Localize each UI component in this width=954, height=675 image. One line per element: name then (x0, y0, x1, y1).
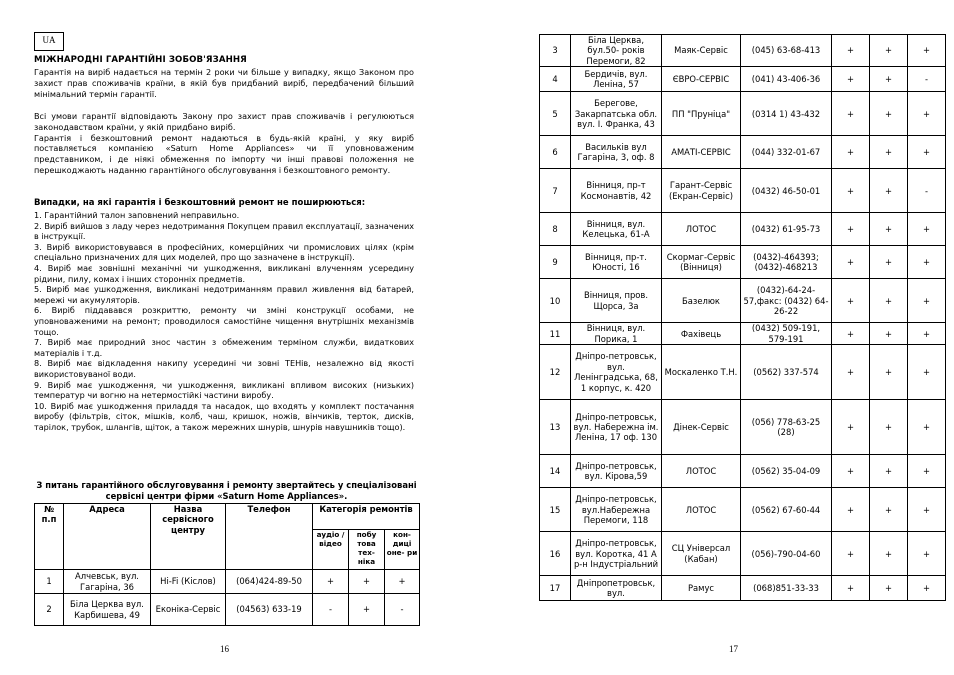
row-address: Біла Церква, бул.50- років Перемоги, 82 (571, 35, 662, 67)
row-audio-video: + (832, 35, 870, 67)
exclusion-item: 7. Виріб має природний знос частин з обмеженим терміном служби, видаткових матеріалів і т.д. (34, 337, 414, 358)
row-phone: (0314 1) 43-432 (741, 92, 832, 136)
row-appliances: + (870, 213, 908, 246)
row-appliances: + (870, 532, 908, 576)
row-appliances: + (870, 92, 908, 136)
row-address: Дніпро-петровськ, вул. Кірова,59 (571, 455, 662, 488)
row-address: Дніпро-петровськ, вул. Набережна ім. Леніна, 17 оф. 130 (571, 400, 662, 455)
table-row (35, 594, 420, 626)
row-appliances: + (870, 488, 908, 532)
row-center-name: ЄВРО-СЕРВІС (662, 67, 741, 92)
right-page (477, 0, 954, 675)
international-warranty-paragraph: Гарантія і безкоштовний ремонт надаються в будь-якій країні, у яку виріб поставляється компанією «Saturn Home Appliances» чи її уповноваженим представником, і де ніякі обмеження по імпорту чи інші правові положення не перешкоджають наданню гарантійного обслуговування і безкоштовного ремонту. (34, 132, 414, 175)
row-air-conditioners: + (908, 213, 946, 246)
header-center-name: Назва сервісного центру (151, 504, 226, 570)
row-number: 8 (540, 213, 571, 246)
service-centers-title: З питань гарантійного обслуговування і ремонту звертайтесь у спеціалізовані сервісні центри фірми «Saturn Home Appliances». (36, 480, 417, 501)
row-address: Бердичів, вул. Леніна, 57 (571, 67, 662, 92)
table-row (540, 246, 946, 279)
row-center-name: Гарант-Сервіс (Екран-Сервіс) (662, 169, 741, 213)
row-number: 16 (540, 532, 571, 576)
row-address: Біла Церква вул. Карбишева, 49 (64, 594, 151, 626)
row-air-conditioners: + (385, 570, 420, 594)
row-air-conditioners: + (908, 323, 946, 345)
row-air-conditioners: + (908, 400, 946, 455)
header-phone: Телефон (226, 504, 313, 570)
language-label: UA (34, 32, 64, 51)
row-audio-video: + (832, 488, 870, 532)
table-row (540, 345, 946, 400)
row-appliances: + (870, 279, 908, 323)
table-row (540, 323, 946, 345)
row-address: Дніпро-петровськ, вул.Набережна Перемоги, 118 (571, 488, 662, 532)
row-center-name: Базелюк (662, 279, 741, 323)
page-heading: МІЖНАРОДНІ ГАРАНТІЙНІ ЗОБОВ'ЯЗАННЯ (34, 55, 247, 65)
row-air-conditioners: + (908, 246, 946, 279)
row-phone: (0432)-64-24-57,факс: (0432) 64-26-22 (741, 279, 832, 323)
row-appliances: + (870, 169, 908, 213)
row-air-conditioners: + (908, 532, 946, 576)
row-center-name: ЛОТОС (662, 455, 741, 488)
row-audio-video: + (832, 169, 870, 213)
row-phone: (056)-790-04-60 (741, 532, 832, 576)
table-row (540, 136, 946, 169)
row-center-name: Еконіка-Сервіс (151, 594, 226, 626)
row-appliances: + (870, 345, 908, 400)
row-audio-video: + (832, 136, 870, 169)
row-appliances: + (870, 455, 908, 488)
row-audio-video: + (832, 455, 870, 488)
warranty-intro (34, 67, 414, 99)
row-number: 12 (540, 345, 571, 400)
row-center-name: ЛОТОС (662, 488, 741, 532)
row-appliances: + (349, 570, 385, 594)
row-number: 2 (35, 594, 64, 626)
row-audio-video: + (832, 213, 870, 246)
row-phone: (056) 778-63-25 (28) (741, 400, 832, 455)
row-phone: (0562) 337-574 (741, 345, 832, 400)
row-center-name: Hi-Fi (Кіслов) (151, 570, 226, 594)
table-row (540, 169, 946, 213)
table-row (540, 213, 946, 246)
row-audio-video: + (832, 576, 870, 601)
header-audio-video: аудіо / відео (313, 530, 349, 570)
row-phone: (064)424-89-50 (226, 570, 313, 594)
table-row (540, 576, 946, 601)
row-number: 6 (540, 136, 571, 169)
header-address: Адреса (64, 504, 151, 570)
row-audio-video: - (313, 594, 349, 626)
page-number: 17 (729, 644, 738, 654)
row-number: 4 (540, 67, 571, 92)
row-air-conditioners: + (908, 136, 946, 169)
warranty-term-paragraph: Гарантія на виріб надається на термін 2 роки чи більше у випадку, якщо Законом про захист прав споживачів країни, в якій був придбаний виріб, передбачений більший мінімальний термін гарантії. (34, 67, 414, 99)
table-row (540, 400, 946, 455)
row-air-conditioners: + (908, 576, 946, 601)
row-phone: (044) 332-01-67 (741, 136, 832, 169)
row-address: Вінниця, пров. Щорса, 3а (571, 279, 662, 323)
row-center-name: Фахівець (662, 323, 741, 345)
row-number: 9 (540, 246, 571, 279)
row-number: 7 (540, 169, 571, 213)
exclusion-item: 1. Гарантійний талон заповнений неправильно. (34, 210, 240, 220)
row-address: Алчевськ, вул. Гагаріна, 36 (64, 570, 151, 594)
row-audio-video: + (832, 67, 870, 92)
page-number: 16 (220, 644, 229, 654)
row-center-name: Дінек-Сервіс (662, 400, 741, 455)
row-appliances: + (870, 323, 908, 345)
row-number: 5 (540, 92, 571, 136)
table-row (540, 279, 946, 323)
row-center-name: Рамус (662, 576, 741, 601)
row-audio-video: + (832, 323, 870, 345)
row-address: Васильків вул Гагаріна, 3, оф. 8 (571, 136, 662, 169)
exclusion-item: 9. Виріб має ушкодження, чи ушкодження, викликані впливом високих (низьких) температур чи вогню на нетермостійкі частини виробу. (34, 379, 414, 401)
row-appliances: + (870, 35, 908, 67)
row-number: 11 (540, 323, 571, 345)
row-phone: (041) 43-406-36 (741, 67, 832, 92)
service-centers-table-continued (539, 34, 946, 601)
row-number: 3 (540, 35, 571, 67)
row-center-name: Скормаг-Сервіс (Вінниця) (662, 246, 741, 279)
row-phone: (0432)-464393; (0432)-468213 (741, 246, 832, 279)
exclusion-item: 2. Виріб вийшов з ладу через недотримання Покупцем правил експлуатації, зазначених в інструкції. (34, 220, 414, 242)
exclusion-item: 5. Виріб має ушкодження, викликані недотриманням правил живлення від батарей, мережі чи акумуляторів. (34, 284, 414, 305)
row-audio-video: + (832, 532, 870, 576)
row-center-name: АМАТІ-СЕРВІС (662, 136, 741, 169)
row-address: Дніпропетровськ, вул. (571, 576, 662, 601)
service-centers-table (34, 503, 420, 626)
row-address: Берегове, Закарпатська обл. вул. І. Франка, 43 (571, 92, 662, 136)
row-center-name: Маяк-Сервіс (662, 35, 741, 67)
row-number: 13 (540, 400, 571, 455)
row-audio-video: + (832, 279, 870, 323)
row-number: 10 (540, 279, 571, 323)
row-appliances: + (349, 594, 385, 626)
table-row (35, 570, 420, 594)
row-audio-video: + (832, 345, 870, 400)
row-phone: (04563) 633-19 (226, 594, 313, 626)
row-phone: (0562) 35-04-09 (741, 455, 832, 488)
row-number: 17 (540, 576, 571, 601)
warranty-conditions (34, 111, 414, 176)
row-phone: (068)851-33-33 (741, 576, 832, 601)
header-categories: Категорія ремонтів (313, 504, 420, 530)
consumer-law-paragraph: Всі умови гарантії відповідають Закону про захист прав споживачів і регулюються законодавством країни, у якій придбано виріб. (34, 111, 414, 132)
exclusion-item: 3. Виріб використовувався в професійних, комерційних чи промислових цілях (крім спеціально призначених для цих моделей, про що зазначене в інструкції). (34, 241, 414, 263)
row-center-name: ЛОТОС (662, 213, 741, 246)
exclusions-heading: Випадки, на які гарантія і безкоштовний ремонт не поширюються: (34, 198, 366, 208)
row-phone: (045) 63-68-413 (741, 35, 832, 67)
row-air-conditioners: + (908, 345, 946, 400)
row-address: Вінниця, вул. Порика, 1 (571, 323, 662, 345)
row-audio-video: + (313, 570, 349, 594)
row-audio-video: + (832, 400, 870, 455)
header-appliances: побу това тех- ніка (349, 530, 385, 570)
row-appliances: + (870, 576, 908, 601)
row-appliances: + (870, 67, 908, 92)
row-air-conditioners: - (908, 169, 946, 213)
header-air-conditioners: кон- диці оне- ри (385, 530, 420, 570)
table-row (540, 92, 946, 136)
row-center-name: ПП "Пруніца" (662, 92, 741, 136)
row-address: Вінниця, пр-т. Юності, 16 (571, 246, 662, 279)
row-appliances: + (870, 400, 908, 455)
row-audio-video: + (832, 246, 870, 279)
exclusion-item: 10. Виріб має ушкодження приладдя та насадок, що входять у комплект постачання виробу (фільтрів, сіток, мішків, колб, чаш, кришок, ножів, вінчиків, терток, дисків, тарілок, трубок, шлангів, щіток, а також мережних шнурів, шнурів навушників тощо). (34, 400, 414, 432)
row-phone: (0432) 46-50-01 (741, 169, 832, 213)
row-appliances: + (870, 136, 908, 169)
table-row (540, 35, 946, 67)
exclusion-item: 4. Виріб має зовнішні механічні чи ушкодження, викликані влученням усередину рідини, пилу, комах і інших сторонніх предметів. (34, 262, 414, 284)
row-number: 1 (35, 570, 64, 594)
row-air-conditioners: - (908, 67, 946, 92)
row-center-name: СЦ Універсал (Кабан) (662, 532, 741, 576)
exclusion-item: 8. Виріб має відкладення накипу усередині чи зовні ТЕНів, незалежно від якості використовуваної води. (34, 358, 414, 379)
row-number: 14 (540, 455, 571, 488)
row-number: 15 (540, 488, 571, 532)
row-air-conditioners: - (385, 594, 420, 626)
row-center-name: Москаленко Т.Н. (662, 345, 741, 400)
table-row (540, 532, 946, 576)
row-address: Вінниця, вул. Келецька, 61-А (571, 213, 662, 246)
row-air-conditioners: + (908, 279, 946, 323)
table-row (540, 67, 946, 92)
row-air-conditioners: + (908, 455, 946, 488)
table-row (540, 488, 946, 532)
row-address: Вінниця, пр-т Космонавтів, 42 (571, 169, 662, 213)
row-phone: (0432) 61-95-73 (741, 213, 832, 246)
row-phone: (0562) 67-60-44 (741, 488, 832, 532)
table-row (540, 455, 946, 488)
exclusions-list (34, 210, 414, 432)
header-number: № п.п (35, 504, 64, 570)
row-address: Дніпро-петровськ, вул. Коротка, 41 А р-н Індустріальний (571, 532, 662, 576)
row-air-conditioners: + (908, 92, 946, 136)
row-air-conditioners: + (908, 35, 946, 67)
row-appliances: + (870, 246, 908, 279)
row-phone: (0432) 509-191, 579-191 (741, 323, 832, 345)
exclusion-item: 6. Виріб піддавався розкриттю, ремонту чи зміні конструкції особами, не уповноваженими на ремонт; проводилося самостійне чищення внутрішніх механізмів тощо. (34, 305, 414, 337)
row-air-conditioners: + (908, 488, 946, 532)
row-address: Дніпро-петровськ, вул. Ленінградська, 68, 1 корпус, к. 420 (571, 345, 662, 400)
row-audio-video: + (832, 92, 870, 136)
